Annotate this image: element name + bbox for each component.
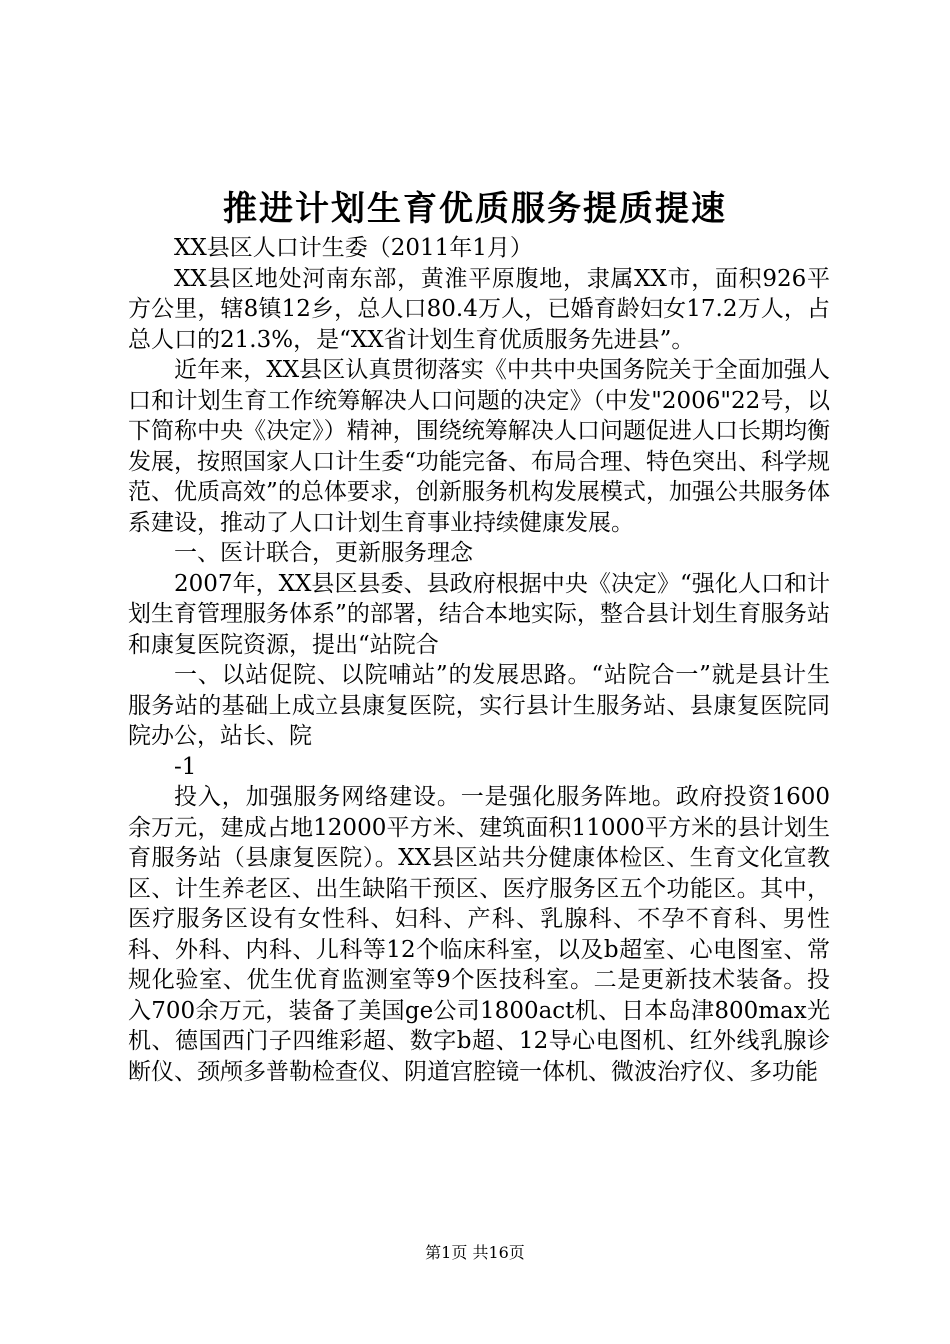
document-title: 推进计划生育优质服务提质提速	[223, 189, 727, 229]
body-paragraph: XX县区人口计生委（2011年1月）	[174, 235, 533, 261]
body-paragraph: 2007年，XX县区县委、县政府根据中央《决定》“强化人口和计划生育管理服务体系”的部署，结合本地实际，整合县计划生育服务站和康复医院资源，提出“站院合	[128, 570, 830, 658]
page-footer: 第1页 共16页	[425, 1243, 525, 1262]
document-body	[128, 233, 830, 1087]
body-paragraph: XX县区地处河南东部，黄淮平原腹地，隶属XX市，面积926平方公里，辖8镇12乡，总人口80.4万人，已婚育龄妇女17.2万人，占总人口的21.3%，是“XX省计划生育优质服务先进县”。	[128, 265, 830, 353]
body-paragraph: 近年来，XX县区认真贯彻落实《中共中央国务院关于全面加强人口和计划生育工作统筹解决人口问题的决定》（中发"2006"22号，以下简称中央《决定》）精神，围绕统筹解决人口问题促进人口长期均衡发展，按照国家人口计生委“功能完备、布局合理、特色突出、科学规范、优质高效”的总体要求，创新服务机构发展模式，加强公共服务体系建设，推动了人口计划生育事业持续健康发展。	[128, 357, 830, 536]
page-marker: -1	[174, 753, 197, 780]
body-paragraph: 一、以站促院、以院哺站”的发展思路。“站院合一”就是县计生服务站的基础上成立县康复医院，实行县计生服务站、县康复医院同院办公，站长、院	[128, 662, 830, 749]
body-paragraph: 投入，加强服务网络建设。一是强化服务阵地。政府投资1600余万元，建成占地12000平方米、建筑面积11000平方米的县计划生育服务站（县康复医院）。XX县区站共分健康体检区、生育文化宣教区、计生养老区、出生缺陷干预区、医疗服务区五个功能区。其中，医疗服务区设有女性科、妇科、产科、乳腺科、不孕不育科、男性科、外科、内科、儿科等12个临床科室，以及b超室、心电图室、常规化验室、优生优育监测室等9个医技科室。二是更新技术装备。投入700余万元，装备了美国ge公司1800act机、日本岛津800max光机、德国西门子四维彩超、数字b超、12导心电图机、红外线乳腺诊断仪、颈颅多普勒检查仪、阴道宫腔镜一体机、微波治疗仪、多功能	[128, 784, 830, 1085]
section-heading: 一、医计联合，更新服务理念	[174, 540, 473, 566]
